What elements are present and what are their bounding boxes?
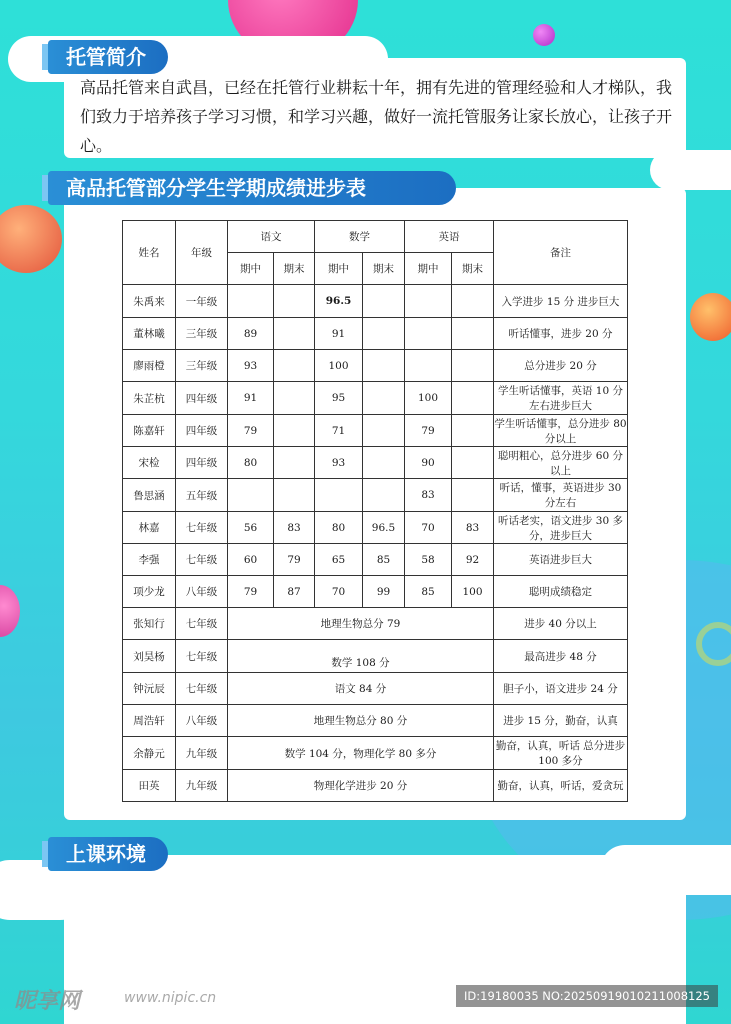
score-math-mid: 91 xyxy=(315,318,363,350)
student-grade: 八年级 xyxy=(176,705,228,737)
remark: 勤奋，认真，听话，爱贪玩 xyxy=(494,770,628,802)
student-grade: 五年级 xyxy=(176,479,228,512)
score-chinese-final xyxy=(274,447,315,479)
score-english-mid: 100 xyxy=(405,382,452,415)
score-math-final xyxy=(363,447,405,479)
score-english-mid xyxy=(405,350,452,382)
remark: 聪明粗心，总分进步 60 分以上 xyxy=(494,447,628,479)
score-english-final xyxy=(452,415,494,447)
watermark-url: www.nipic.cn xyxy=(124,990,217,1006)
student-name: 刘昊杨 xyxy=(123,640,176,673)
score-chinese-final xyxy=(274,415,315,447)
orange-ball-left xyxy=(0,205,62,273)
student-grade: 八年级 xyxy=(176,576,228,608)
score-english-final xyxy=(452,382,494,415)
score-math-mid: 71 xyxy=(315,415,363,447)
student-name: 鲁思涵 xyxy=(123,479,176,512)
score-chinese-mid: 89 xyxy=(228,318,274,350)
student-grade: 四年级 xyxy=(176,447,228,479)
student-grade: 七年级 xyxy=(176,512,228,544)
student-name: 廖雨橙 xyxy=(123,350,176,382)
header-midterm: 期中 xyxy=(405,253,452,285)
student-grade: 三年级 xyxy=(176,350,228,382)
score-summary: 数学 104 分，物理化学 80 多分 xyxy=(228,737,494,770)
student-name: 李强 xyxy=(123,544,176,576)
score-chinese-mid: 56 xyxy=(228,512,274,544)
score-english-final: 100 xyxy=(452,576,494,608)
score-math-mid xyxy=(315,479,363,512)
remark: 听话老实，语文进步 30 多分，进步巨大 xyxy=(494,512,628,544)
score-chinese-mid: 91 xyxy=(228,382,274,415)
student-name: 余静元 xyxy=(123,737,176,770)
score-summary: 数学 108 分 xyxy=(228,640,494,673)
student-grade: 四年级 xyxy=(176,382,228,415)
remark: 英语进步巨大 xyxy=(494,544,628,576)
table-row xyxy=(123,350,628,382)
student-name: 项少龙 xyxy=(123,576,176,608)
orange-ball-right xyxy=(690,293,731,341)
table-row xyxy=(123,285,628,318)
table-row xyxy=(123,544,628,576)
student-grade: 三年级 xyxy=(176,318,228,350)
score-math-mid: 80 xyxy=(315,512,363,544)
score-english-final xyxy=(452,350,494,382)
score-math-final xyxy=(363,415,405,447)
score-english-final xyxy=(452,285,494,318)
remark: 总分进步 20 分 xyxy=(494,350,628,382)
score-english-mid: 90 xyxy=(405,447,452,479)
header-final: 期末 xyxy=(363,253,405,285)
score-chinese-final: 83 xyxy=(274,512,315,544)
student-name: 董林曦 xyxy=(123,318,176,350)
remark: 勤奋，认真，听话 总分进步 100 多分 xyxy=(494,737,628,770)
header-midterm: 期中 xyxy=(228,253,274,285)
student-name: 陈嘉轩 xyxy=(123,415,176,447)
intro-text: 高品托管来自武昌，已经在托管行业耕耘十年，拥有先进的管理经验和人才梯队，我们致力于培养孩子学习习惯，和学习兴趣，做好一流托管服务让家长放心，让孩子开心。 xyxy=(80,78,673,155)
score-english-final: 92 xyxy=(452,544,494,576)
score-chinese-mid: 79 xyxy=(228,415,274,447)
table-row xyxy=(123,770,628,802)
header-name: 姓名 xyxy=(123,221,176,285)
score-math-mid: 70 xyxy=(315,576,363,608)
score-math-mid: 95 xyxy=(315,382,363,415)
score-english-final xyxy=(452,447,494,479)
score-chinese-final xyxy=(274,350,315,382)
score-summary: 语文 84 分 xyxy=(228,673,494,705)
score-english-mid xyxy=(405,285,452,318)
score-chinese-final xyxy=(274,479,315,512)
student-grade: 七年级 xyxy=(176,544,228,576)
table-row xyxy=(123,673,628,705)
score-summary: 地理生物总分 80 分 xyxy=(228,705,494,737)
score-english-mid: 79 xyxy=(405,415,452,447)
table-row xyxy=(123,608,628,640)
header-midterm: 期中 xyxy=(315,253,363,285)
score-math-final xyxy=(363,382,405,415)
score-math-final: 85 xyxy=(363,544,405,576)
header-english: 英语 xyxy=(405,221,494,253)
student-name: 田英 xyxy=(123,770,176,802)
score-math-final: 99 xyxy=(363,576,405,608)
score-chinese-mid: 80 xyxy=(228,447,274,479)
table-row xyxy=(123,447,628,479)
header-grade: 年级 xyxy=(176,221,228,285)
score-math-mid: 65 xyxy=(315,544,363,576)
score-math-final xyxy=(363,285,405,318)
grades-table xyxy=(122,220,628,802)
table-row xyxy=(123,382,628,415)
intro-title: 托管简介 xyxy=(48,40,168,74)
remark: 入学进步 15 分 进步巨大 xyxy=(494,285,628,318)
header-final: 期末 xyxy=(274,253,315,285)
remark: 最高进步 48 分 xyxy=(494,640,628,673)
table-row xyxy=(123,318,628,350)
remark: 听话，懂事，英语进步 30 分左右 xyxy=(494,479,628,512)
student-grade: 七年级 xyxy=(176,640,228,673)
score-english-mid xyxy=(405,318,452,350)
watermark-brand: 昵享网 xyxy=(14,989,81,1014)
score-english-final xyxy=(452,318,494,350)
header-chinese: 语文 xyxy=(228,221,315,253)
score-chinese-final xyxy=(274,382,315,415)
score-chinese-mid xyxy=(228,285,274,318)
score-chinese-mid: 79 xyxy=(228,576,274,608)
score-math-mid: 100 xyxy=(315,350,363,382)
table-row xyxy=(123,737,628,770)
student-grade: 一年级 xyxy=(176,285,228,318)
score-math-final: 96.5 xyxy=(363,512,405,544)
student-grade: 七年级 xyxy=(176,673,228,705)
score-english-mid: 83 xyxy=(405,479,452,512)
score-english-final xyxy=(452,479,494,512)
student-grade: 九年级 xyxy=(176,737,228,770)
student-name: 林嘉 xyxy=(123,512,176,544)
score-chinese-final: 79 xyxy=(274,544,315,576)
remark: 胆子小，语文进步 24 分 xyxy=(494,673,628,705)
score-math-final xyxy=(363,318,405,350)
table-row xyxy=(123,576,628,608)
score-math-final xyxy=(363,479,405,512)
score-chinese-mid: 60 xyxy=(228,544,274,576)
purple-dot xyxy=(533,24,555,46)
remark: 聪明成绩稳定 xyxy=(494,576,628,608)
environment-title: 上课环境 xyxy=(48,837,168,871)
student-name: 周浩轩 xyxy=(123,705,176,737)
table-row xyxy=(123,640,628,673)
score-math-mid: 96.5 xyxy=(315,285,363,318)
table-row xyxy=(123,415,628,447)
header-remark: 备注 xyxy=(494,221,628,285)
score-chinese-mid xyxy=(228,479,274,512)
header-final: 期末 xyxy=(452,253,494,285)
remark: 进步 40 分以上 xyxy=(494,608,628,640)
score-chinese-final xyxy=(274,285,315,318)
score-chinese-final: 87 xyxy=(274,576,315,608)
score-chinese-mid: 93 xyxy=(228,350,274,382)
student-name: 钟沅辰 xyxy=(123,673,176,705)
header-math: 数学 xyxy=(315,221,405,253)
remark: 学生听话懂事，英语 10 分左右进步巨大 xyxy=(494,382,628,415)
table-row xyxy=(123,512,628,544)
score-english-final: 83 xyxy=(452,512,494,544)
score-chinese-final xyxy=(274,318,315,350)
table-row xyxy=(123,705,628,737)
watermark-id: ID:19180035 NO:20250919010211008125 xyxy=(456,985,718,1007)
student-grade: 九年级 xyxy=(176,770,228,802)
remark: 学生听话懂事，总分进步 80 分以上 xyxy=(494,415,628,447)
remark: 听话懂事，进步 20 分 xyxy=(494,318,628,350)
student-grade: 四年级 xyxy=(176,415,228,447)
student-name: 朱芷杭 xyxy=(123,382,176,415)
student-grade: 七年级 xyxy=(176,608,228,640)
score-math-mid: 93 xyxy=(315,447,363,479)
score-summary: 物理化学进步 20 分 xyxy=(228,770,494,802)
student-name: 朱禹来 xyxy=(123,285,176,318)
table-row xyxy=(123,479,628,512)
table-title: 高品托管部分学生学期成绩进步表 xyxy=(48,171,456,205)
pink-ball-left xyxy=(0,585,20,637)
score-english-mid: 85 xyxy=(405,576,452,608)
student-name: 张知行 xyxy=(123,608,176,640)
remark: 进步 15 分，勤奋，认真 xyxy=(494,705,628,737)
score-math-final xyxy=(363,350,405,382)
student-name: 宋检 xyxy=(123,447,176,479)
score-english-mid: 70 xyxy=(405,512,452,544)
score-english-mid: 58 xyxy=(405,544,452,576)
score-summary: 地理生物总分 79 xyxy=(228,608,494,640)
